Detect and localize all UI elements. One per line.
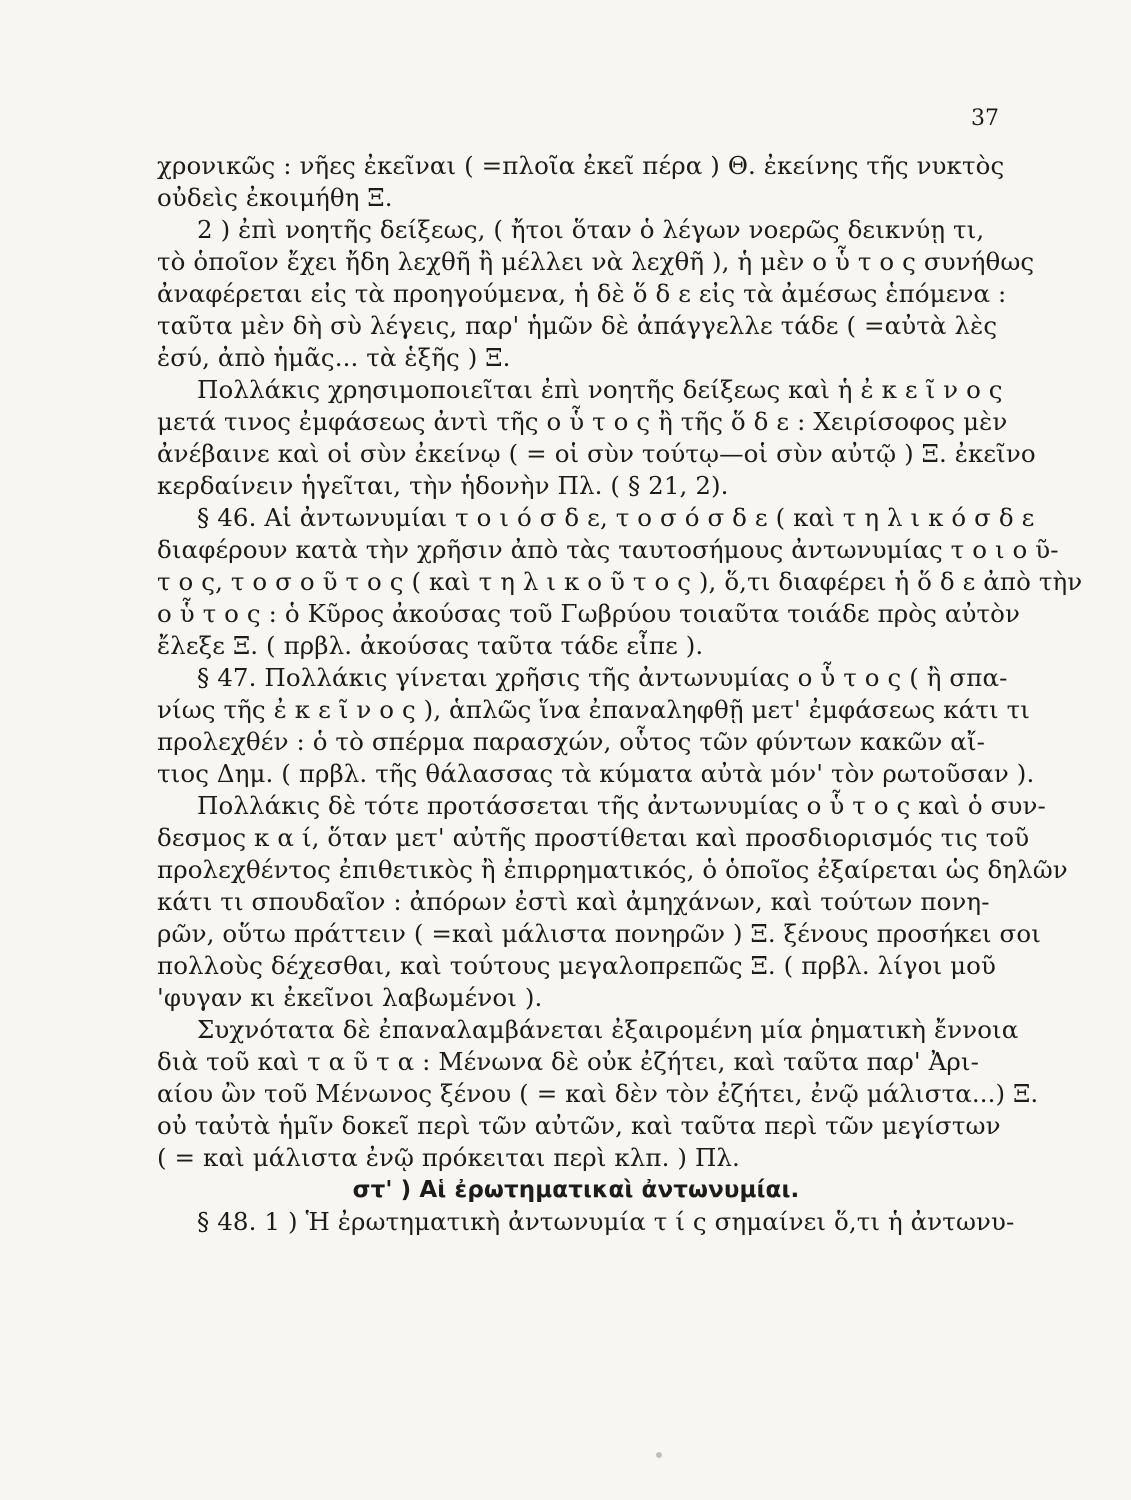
text-line: αίου ὢν τοῦ Μένωνος ξένου ( = καὶ δὲν τὸν ἐζήτει, ἐνῷ μάλιστα...) Ξ. (157, 1079, 1039, 1108)
text-line: πολλοὺς δέχεσθαι, καὶ τούτους μεγαλοπρεπῶς Ξ. ( πρβλ. λίγοι μοῦ (157, 951, 996, 980)
text-line: προλεχθέντος ἐπιθετικὸς ἢ ἐπιρρηματικός, ὁ ὁποῖος ἐξαίρεται ὡς δηλῶν (157, 855, 1068, 884)
text-line: τιος Δημ. ( πρβλ. τῆς θάλασσας τὰ κύματα αὐτὰ μόν' τὸν ρωτοῦσαν ). (157, 759, 1035, 788)
text-line: τὸ ὁποῖον ἔχει ἤδη λεχθῆ ἢ μέλλει νὰ λεχθῆ ), ἡ μὲν ο ὗ τ ο ς συνήθως (157, 247, 1035, 276)
text-line: οὐ ταὐτὰ ἡμῖν δοκεῖ περὶ τῶν αὐτῶν, καὶ ταῦτα περὶ τῶν μεγίστων (157, 1111, 1001, 1140)
text-line: § 46. Αἱ ἀντωνυμίαι τ ο ι ό σ δ ε, τ ο σ ό σ δ ε ( καὶ τ η λ ι κ ό σ δ ε (197, 503, 1035, 532)
text-line: § 47. Πολλάκις γίνεται χρῆσις τῆς ἀντωνυμίας ο ὗ τ ο ς ( ἢ σπα- (197, 663, 1008, 692)
text-line: ἀνέβαινε καὶ οἱ σὺν ἐκείνῳ ( = οἱ σὺν τούτῳ—οἱ σὺν αὐτῷ ) Ξ. ἐκεῖνο (157, 439, 1036, 468)
text-line: ταῦτα μὲν δὴ σὺ λέγεις, παρ' ἡμῶν δὲ ἀπάγγελλε τάδε ( =αὐτὰ λὲς (157, 311, 998, 340)
text-line: διὰ τοῦ καὶ τ α ῦ τ α : Μένωνα δὲ οὐκ ἐζήτει, καὶ ταῦτα παρ' Ἀρι- (157, 1047, 980, 1076)
text-line: δεσμος κ α ί, ὅταν μετ' αὐτῆς προστίθεται καὶ προσδιορισμός τις τοῦ (157, 823, 1030, 852)
text-line: νίως τῆς ἐ κ ε ῖ ν ο ς ), ἁπλῶς ἵνα ἐπαναληφθῇ μετ' ἐμφάσεως κάτι τι (157, 695, 1030, 724)
text-line: ἀναφέρεται εἰς τὰ προηγούμενα, ἡ δὲ ὅ δ ε εἰς τὰ ἀμέσως ἑπόμενα : (157, 279, 1007, 308)
print-speck (656, 1452, 662, 1458)
text-line: τ ο ς, τ ο σ ο ῦ τ ο ς ( καὶ τ η λ ι κ ο ῦ τ ο ς ), ὅ,τι διαφέρει ἡ ὅ δ ε ἀπὸ τὴν (157, 567, 1083, 596)
text-line: κερδαίνειν ἡγεῖται, τὴν ἡδονὴν Πλ. ( § 21, 2). (157, 471, 729, 500)
text-line: ἔλεξε Ξ. ( πρβλ. ἀκούσας ταῦτα τάδε εἶπε ). (157, 631, 704, 660)
body-text (157, 150, 1083, 1238)
text-line: Πολλάκις χρησιμοποιεῖται ἐπὶ νοητῆς δείξεως καὶ ἡ ἐ κ ε ῖ ν ο ς (197, 375, 1003, 404)
section-heading: στ' ) Αἱ ἐρωτηματικαὶ ἀντωνυμίαι. (352, 1177, 800, 1203)
text-line: προλεχθέν : ὁ τὸ σπέρμα παρασχών, οὗτος τῶν φύντων κακῶν αἴ- (157, 727, 985, 756)
text-line: κάτι τι σπουδαῖον : ἀπόρων ἐστὶ καὶ ἀμηχάνων, καὶ τούτων πονη- (157, 887, 990, 916)
text-line: ἐσύ, ἀπὸ ἡμᾶς... τὰ ἑξῆς ) Ξ. (157, 343, 511, 372)
text-line: Πολλάκις δὲ τότε προτάσσεται τῆς ἀντωνυμίας ο ὗ τ ο ς καὶ ὁ συν- (197, 791, 1046, 820)
text-line: ο ὗ τ ο ς : ὁ Κῦρος ἀκούσας τοῦ Γωβρύου τοιαῦτα τοιάδε πρὸς αὐτὸν (157, 599, 1021, 628)
text-line: χρονικῶς : νῆες ἐκεῖναι ( =πλοῖα ἐκεῖ πέρα ) Θ. ἐκείνης τῆς νυκτὸς (157, 151, 1005, 180)
text-line: Συχνότατα δὲ ἐπαναλαμβάνεται ἐξαιρομένη μία ῥηματικὴ ἔννοια (197, 1015, 1019, 1044)
text-line: ρῶν, οὕτω πράττειν ( =καὶ μάλιστα πονηρῶν ) Ξ. ξένους προσήκει σοι (157, 919, 1041, 948)
text-line: § 48. 1 ) Ἡ ἐρωτηματικὴ ἀντωνυμία τ ί ς σημαίνει ὅ,τι ἡ ἀντωνυ- (197, 1207, 1015, 1236)
text-line: οὐδεὶς ἐκοιμήθη Ξ. (157, 183, 393, 212)
text-line: 'φυγαν κι ἐκεῖνοι λαβωμένοι ). (157, 983, 543, 1012)
text-line: διαφέρουν κατὰ τὴν χρῆσιν ἀπὸ τὰς ταυτοσήμους ἀντωνυμίας τ ο ι ο ῦ- (157, 535, 1059, 564)
text-line: ( = καὶ μάλιστα ἐνῷ πρόκειται περὶ κλπ. ) Πλ. (157, 1143, 740, 1172)
text-line: μετά τινος ἐμφάσεως ἀντὶ τῆς ο ὗ τ ο ς ἢ τῆς ὅ δ ε : Χειρίσοφος μὲν (157, 407, 1008, 436)
text-line: 2 ) ἐπὶ νοητῆς δείξεως, ( ἤτοι ὅταν ὁ λέγων νοερῶς δεικνύῃ τι, (197, 215, 985, 244)
page-number: 37 (971, 106, 999, 131)
